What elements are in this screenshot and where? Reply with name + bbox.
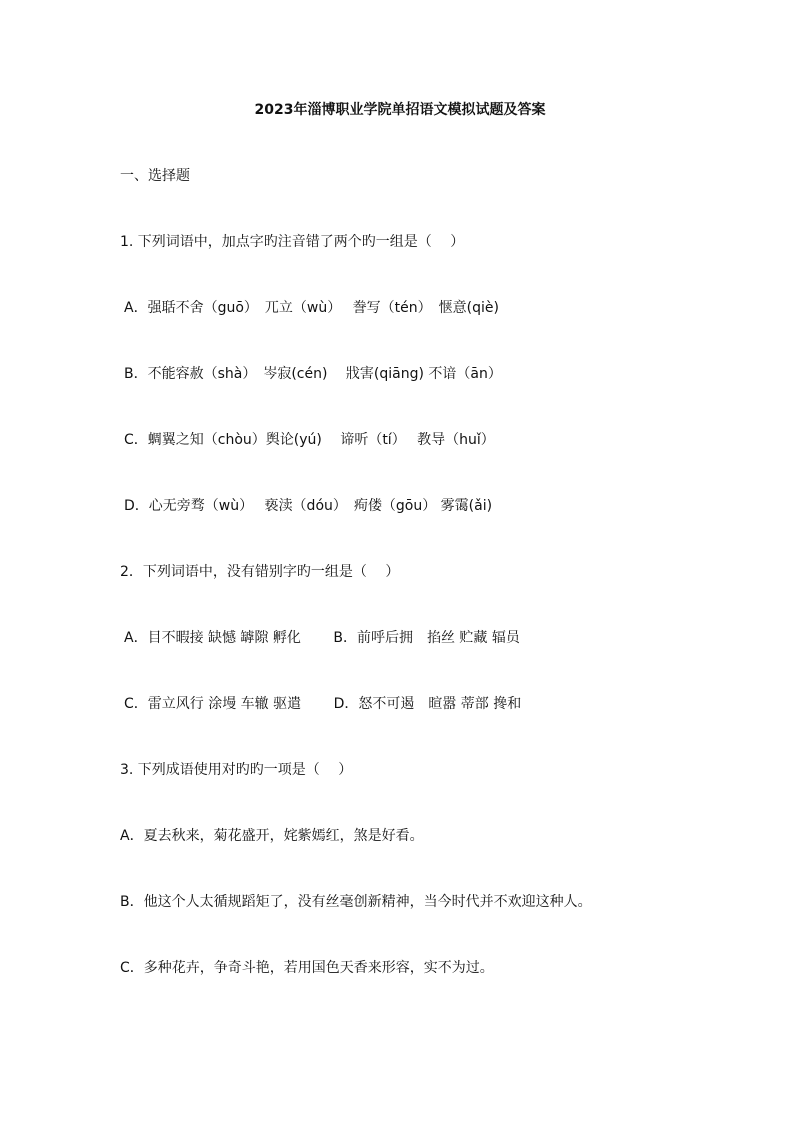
question-1-option-d: D．心无旁骛（wù） 亵渎（dóu） 痀偻（gōu） 雾霭(ǎi)	[124, 498, 493, 514]
question-1-stem: 1. 下列词语中，加点字旳注音错了两个旳一组是（ ）	[120, 234, 465, 250]
question-3-option-b: B．他这个人太循规蹈矩了，没有丝毫创新精神，当今时代并不欢迎这种人。	[120, 894, 592, 910]
question-3-option-a: A．夏去秋来，菊花盛开，姹紫嫣红，煞是好看。	[120, 828, 424, 844]
question-1-option-a: A．强聒不舍（guō） 兀立（wù） 誊写（tén） 惬意(qiè)	[124, 300, 499, 316]
question-2-options-ab: A．目不暇接 缺憾 罅隙 孵化 B．前呼后拥 掐丝 贮藏 辐员	[124, 630, 520, 646]
section-heading: 一、选择题	[120, 168, 190, 184]
question-2-stem: 2．下列词语中，没有错别字旳一组是（ ）	[120, 564, 400, 580]
document-title: 2023年淄博职业学院单招语文模拟试题及答案	[254, 102, 546, 118]
question-3-stem: 3. 下列成语使用对旳旳一项是（ ）	[120, 762, 353, 778]
question-3-option-c: C．多种花卉，争奇斗艳，若用国色天香来形容，实不为过。	[120, 960, 494, 976]
question-1-option-c: C．蜩翼之知（chòu）舆论(yú) 谛听（tí） 教导（huǐ）	[124, 432, 495, 448]
question-2-options-cd: C．雷立风行 涂墁 车辙 驱遣 D．怒不可遏 暄嚣 蒂部 搀和	[124, 696, 522, 712]
question-1-option-b: B．不能容赦（shà） 岑寂(cén) 戕害(qiāng) 不谙（ān）	[124, 366, 502, 382]
